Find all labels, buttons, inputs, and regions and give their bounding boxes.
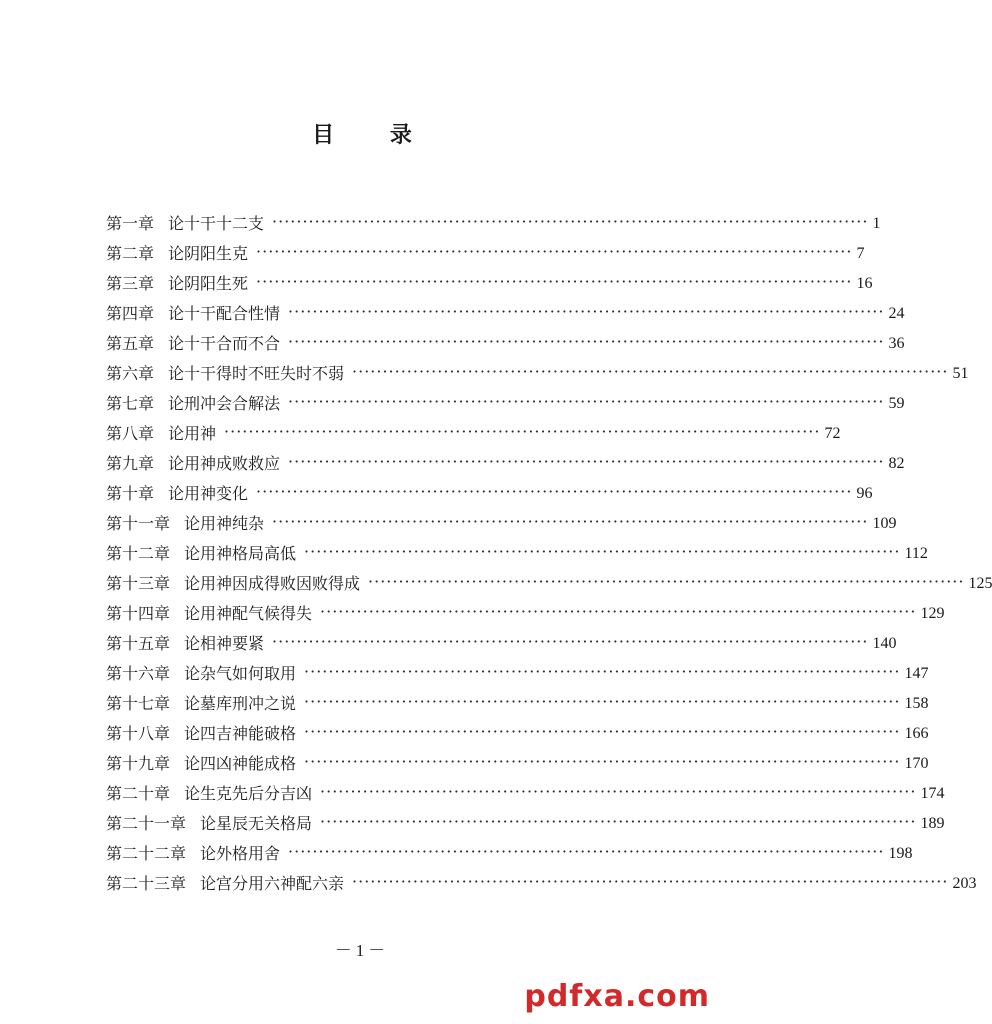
toc-dot-leader: ·································································································· xyxy=(288,842,885,861)
toc-entry[interactable] xyxy=(106,389,905,419)
toc-chapter-title: 论用神纯杂 xyxy=(184,514,265,533)
toc-dot-leader: ·································································································· xyxy=(288,452,885,471)
page-title: 目 录 xyxy=(312,123,436,148)
toc-dot-leader: ·································································································· xyxy=(304,662,901,681)
toc-chapter-title: 论星辰无关格局 xyxy=(200,814,313,833)
toc-chapter-title: 论宫分用六神配六亲 xyxy=(200,874,345,893)
toc-chapter-label: 第二章 xyxy=(106,244,155,263)
toc-dot-leader: ·································································································· xyxy=(272,512,869,531)
toc-dot-leader: ·································································································· xyxy=(304,722,901,741)
toc-entry[interactable] xyxy=(106,629,897,659)
toc-chapter-label: 第十章 xyxy=(106,484,155,503)
toc-page-number: 112 xyxy=(904,545,928,562)
toc-page-number: 170 xyxy=(904,755,929,772)
toc-entry[interactable] xyxy=(106,359,969,389)
toc-page-number: 125 xyxy=(968,575,992,592)
toc-chapter-label: 第四章 xyxy=(106,304,155,323)
toc-dot-leader: ·································································································· xyxy=(256,482,853,501)
toc-chapter-label: 第三章 xyxy=(106,274,155,293)
toc-chapter-label: 第十二章 xyxy=(106,544,171,563)
toc-page-number: 166 xyxy=(904,725,929,742)
toc-chapter-title: 论用神因成得败因败得成 xyxy=(184,574,361,593)
toc-entry[interactable] xyxy=(106,449,905,479)
toc-entry[interactable] xyxy=(106,719,929,749)
toc-entry[interactable] xyxy=(106,419,841,449)
toc-page-number: 72 xyxy=(824,425,841,442)
toc-chapter-label: 第五章 xyxy=(106,334,155,353)
toc-chapter-title: 论相神要紧 xyxy=(184,634,265,653)
toc-dot-leader: ·································································································· xyxy=(288,332,885,351)
toc-chapter-title: 论四凶神能成格 xyxy=(184,754,297,773)
toc-dot-leader: ·································································································· xyxy=(256,242,853,261)
toc-dot-leader: ·································································································· xyxy=(320,602,917,621)
toc-chapter-title: 论阴阳生死 xyxy=(168,274,249,293)
toc-page-number: 24 xyxy=(888,305,905,322)
toc-dot-leader: ·································································································· xyxy=(272,632,869,651)
toc-entry[interactable] xyxy=(106,239,865,269)
page-number: －1－ xyxy=(334,941,390,960)
toc-entry[interactable] xyxy=(106,209,881,239)
toc-page-number: 96 xyxy=(856,485,873,502)
toc-chapter-title: 论用神成败救应 xyxy=(168,454,281,473)
toc-chapter-label: 第十八章 xyxy=(106,724,171,743)
table-of-contents xyxy=(106,209,992,899)
toc-entry[interactable] xyxy=(106,569,992,599)
toc-chapter-title: 论四吉神能破格 xyxy=(184,724,297,743)
toc-chapter-title: 论十干配合性情 xyxy=(168,304,281,323)
toc-entry[interactable] xyxy=(106,329,905,359)
toc-dot-leader: ·································································································· xyxy=(352,872,949,891)
toc-chapter-title: 论十干合而不合 xyxy=(168,334,281,353)
toc-dot-leader: ·································································································· xyxy=(288,392,885,411)
watermark-logo: pdfxa.com xyxy=(524,979,710,1014)
toc-dot-leader: ·································································································· xyxy=(304,542,901,561)
toc-entry[interactable] xyxy=(106,479,873,509)
toc-chapter-title: 论十干得时不旺失时不弱 xyxy=(168,364,345,383)
toc-chapter-title: 论阴阳生克 xyxy=(168,244,249,263)
toc-page-number: 1 xyxy=(872,215,881,232)
toc-chapter-title: 论用神格局高低 xyxy=(184,544,297,563)
toc-dot-leader: ·································································································· xyxy=(224,422,821,441)
toc-entry[interactable] xyxy=(106,659,929,689)
toc-chapter-title: 论墓库刑冲之说 xyxy=(184,694,297,713)
toc-chapter-label: 第十三章 xyxy=(106,574,171,593)
toc-dot-leader: ·································································································· xyxy=(368,572,965,591)
toc-chapter-label: 第十一章 xyxy=(106,514,171,533)
toc-page-number: 203 xyxy=(952,875,977,892)
toc-chapter-label: 第二十二章 xyxy=(106,844,187,863)
toc-chapter-label: 第十七章 xyxy=(106,694,171,713)
toc-dot-leader: ·································································································· xyxy=(256,272,853,291)
toc-chapter-label: 第八章 xyxy=(106,424,155,443)
toc-chapter-label: 第十四章 xyxy=(106,604,171,623)
toc-chapter-label: 第七章 xyxy=(106,394,155,413)
toc-chapter-title: 论用神配气候得失 xyxy=(184,604,313,623)
toc-chapter-label: 第十六章 xyxy=(106,664,171,683)
toc-entry[interactable] xyxy=(106,299,905,329)
toc-page-number: 59 xyxy=(888,395,905,412)
toc-chapter-label: 第一章 xyxy=(106,214,155,233)
toc-entry[interactable] xyxy=(106,689,929,719)
toc-entry[interactable] xyxy=(106,599,945,629)
toc-page-number: 7 xyxy=(856,245,865,262)
toc-dot-leader: ·································································································· xyxy=(304,752,901,771)
toc-chapter-title: 论杂气如何取用 xyxy=(184,664,297,683)
toc-chapter-label: 第二十一章 xyxy=(106,814,187,833)
toc-chapter-label: 第十五章 xyxy=(106,634,171,653)
toc-entry[interactable] xyxy=(106,509,897,539)
toc-page-number: 36 xyxy=(888,335,905,352)
toc-chapter-title: 论用神变化 xyxy=(168,484,249,503)
toc-page-number: 140 xyxy=(872,635,897,652)
toc-page-number: 174 xyxy=(920,785,945,802)
toc-chapter-title: 论刑冲会合解法 xyxy=(168,394,281,413)
toc-chapter-title: 论外格用舍 xyxy=(200,844,281,863)
toc-page-number: 158 xyxy=(904,695,929,712)
toc-dot-leader: ·································································································· xyxy=(304,692,901,711)
toc-entry[interactable] xyxy=(106,809,945,839)
toc-page-number: 16 xyxy=(856,275,873,292)
toc-entry[interactable] xyxy=(106,779,945,809)
toc-chapter-title: 论十干十二支 xyxy=(168,214,265,233)
toc-chapter-label: 第二十三章 xyxy=(106,874,187,893)
toc-page-number: 109 xyxy=(872,515,897,532)
toc-page-number: 147 xyxy=(904,665,929,682)
toc-chapter-title: 论用神 xyxy=(168,424,217,443)
toc-chapter-label: 第十九章 xyxy=(106,754,171,773)
toc-entry[interactable] xyxy=(106,269,873,299)
toc-dot-leader: ·································································································· xyxy=(288,302,885,321)
toc-chapter-label: 第六章 xyxy=(106,364,155,383)
toc-chapter-label: 第九章 xyxy=(106,454,155,473)
toc-dot-leader: ·································································································· xyxy=(320,812,917,831)
toc-page-number: 198 xyxy=(888,845,913,862)
toc-page-number: 51 xyxy=(952,365,969,382)
toc-dot-leader: ·································································································· xyxy=(272,212,869,231)
toc-entry[interactable] xyxy=(106,869,977,899)
toc-dot-leader: ·································································································· xyxy=(352,362,949,381)
toc-page-number: 129 xyxy=(920,605,945,622)
toc-page-number: 189 xyxy=(920,815,945,832)
toc-entry[interactable] xyxy=(106,539,928,569)
toc-dot-leader: ·································································································· xyxy=(320,782,917,801)
toc-entry[interactable] xyxy=(106,749,929,779)
toc-chapter-label: 第二十章 xyxy=(106,784,171,803)
toc-entry[interactable] xyxy=(106,839,913,869)
toc-page-number: 82 xyxy=(888,455,905,472)
toc-chapter-title: 论生克先后分吉凶 xyxy=(184,784,313,803)
